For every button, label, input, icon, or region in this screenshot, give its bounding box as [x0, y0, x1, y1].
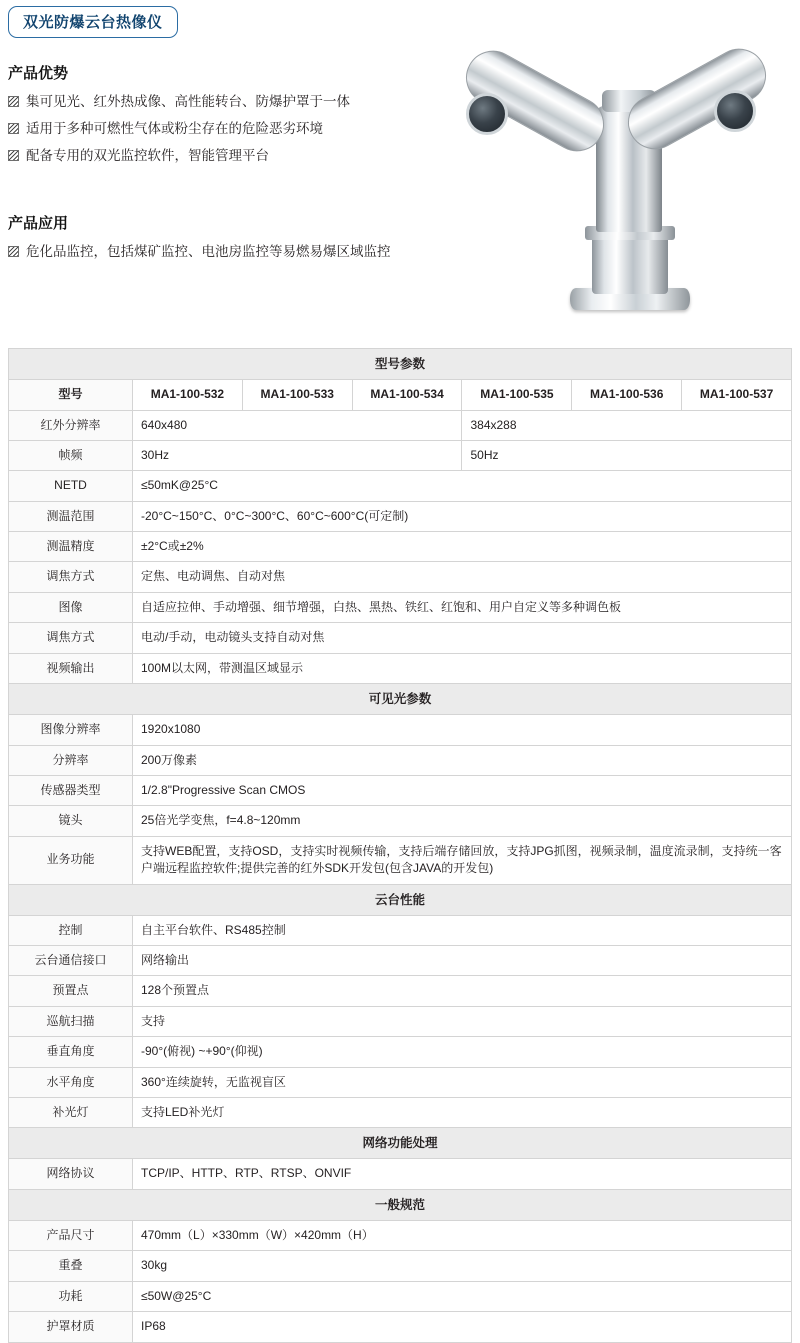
row-label: 传感器类型 — [9, 775, 133, 805]
row-label: 控制 — [9, 915, 133, 945]
bullet-square-icon — [8, 96, 19, 107]
table-group-header — [9, 884, 792, 915]
row-label: 巡航扫描 — [9, 1006, 133, 1036]
row-label: 产品尺寸 — [9, 1221, 133, 1251]
frame-rate-right: 50Hz — [462, 440, 792, 470]
row-label: 调焦方式 — [9, 623, 133, 653]
row-label: 图像 — [9, 592, 133, 622]
applications-section — [8, 212, 478, 269]
row-value: 支持 — [133, 1006, 792, 1036]
advantage-text: 配备专用的双光监控软件，智能管理平台 — [26, 147, 269, 163]
row-label: 水平角度 — [9, 1067, 133, 1097]
table-row — [9, 836, 792, 884]
model-cell-3: MA1-100-534 — [352, 380, 462, 410]
table-row — [9, 380, 792, 410]
ir-resolution-left: 640x480 — [133, 410, 462, 440]
row-label: 功耗 — [9, 1281, 133, 1311]
model-cell-1: MA1-100-532 — [133, 380, 243, 410]
table-row — [9, 915, 792, 945]
row-label-frame-rate: 帧频 — [9, 440, 133, 470]
bullet-square-icon — [8, 246, 19, 257]
model-cell-5: MA1-100-536 — [572, 380, 682, 410]
table-row — [9, 976, 792, 1006]
row-label: 垂直角度 — [9, 1037, 133, 1067]
list-item — [8, 242, 478, 263]
row-value: TCP/IP、HTTP、RTP、RTSP、ONVIF — [133, 1159, 792, 1189]
table-row — [9, 1067, 792, 1097]
row-value: 自适应拉伸、手动增强、细节增强，白热、黑热、铁红、红饱和、用户自定义等多种调色板 — [133, 592, 792, 622]
row-label: 业务功能 — [9, 836, 133, 884]
table-row — [9, 1312, 792, 1342]
row-label: 补光灯 — [9, 1097, 133, 1127]
group-label-network-params: 网络功能处理 — [9, 1128, 792, 1159]
row-label: 预置点 — [9, 976, 133, 1006]
table-row — [9, 440, 792, 470]
group-label-ptz-params: 云台性能 — [9, 884, 792, 915]
table-row — [9, 1221, 792, 1251]
table-row — [9, 471, 792, 501]
row-value: 100M以太网，带测温区域显示 — [133, 653, 792, 683]
table-row — [9, 715, 792, 745]
row-label: 云台通信接口 — [9, 946, 133, 976]
row-label: 重叠 — [9, 1251, 133, 1281]
group-label-visible-params: 可见光参数 — [9, 684, 792, 715]
table-row — [9, 1006, 792, 1036]
table-group-header — [9, 1189, 792, 1220]
row-label: 护罩材质 — [9, 1312, 133, 1342]
row-value: ±2°C或±2% — [133, 532, 792, 562]
row-value: ≤50W@25°C — [133, 1281, 792, 1311]
table-group-header — [9, 349, 792, 380]
applications-list — [8, 242, 478, 263]
row-value: -20°C~150°C、0°C~300°C、60°C~600°C(可定制) — [133, 501, 792, 531]
advantage-text: 集可见光、红外热成像、高性能转台、防爆护罩于一体 — [26, 94, 350, 109]
ir-resolution-right: 384x288 — [462, 410, 792, 440]
table-row — [9, 623, 792, 653]
spec-table-body — [9, 349, 792, 1343]
row-label: 图像分辨率 — [9, 715, 133, 745]
product-left-lens — [466, 93, 508, 135]
advantages-heading: 产品优势 — [8, 65, 69, 82]
product-neck — [592, 234, 668, 294]
page-title: 双光防爆云台热像仪 — [8, 6, 178, 38]
row-value: 支持LED补光灯 — [133, 1097, 792, 1127]
row-label: 镜头 — [9, 806, 133, 836]
table-row — [9, 946, 792, 976]
row-value: 自主平台软件、RS485控制 — [133, 915, 792, 945]
product-right-lens — [714, 90, 756, 132]
application-text: 危化品监控，包括煤矿监控、电池房监控等易燃易爆区域监控 — [26, 244, 391, 259]
row-value: ≤50mK@25°C — [133, 471, 792, 501]
table-group-header — [9, 1128, 792, 1159]
row-label: NETD — [9, 471, 133, 501]
advantages-list — [8, 92, 438, 167]
row-label: 分辨率 — [9, 745, 133, 775]
table-row — [9, 653, 792, 683]
row-label: 测温范围 — [9, 501, 133, 531]
row-value: 360°连续旋转，无监视盲区 — [133, 1067, 792, 1097]
row-label: 测温精度 — [9, 532, 133, 562]
table-row — [9, 1251, 792, 1281]
table-group-header — [9, 684, 792, 715]
model-cell-6: MA1-100-537 — [682, 380, 792, 410]
row-label-model: 型号 — [9, 380, 133, 410]
row-value: 定焦、电动调焦、自动对焦 — [133, 562, 792, 592]
table-row — [9, 532, 792, 562]
list-item — [8, 92, 438, 113]
table-row — [9, 745, 792, 775]
table-row — [9, 562, 792, 592]
row-value: 网络输出 — [133, 946, 792, 976]
table-row — [9, 1097, 792, 1127]
group-label-model-params: 型号参数 — [9, 349, 792, 380]
row-value: 200万像素 — [133, 745, 792, 775]
bullet-square-icon — [8, 123, 19, 134]
bullet-square-icon — [8, 150, 19, 161]
row-label-ir-resolution: 红外分辨率 — [9, 410, 133, 440]
specifications-table — [8, 348, 792, 1343]
row-label: 调焦方式 — [9, 562, 133, 592]
row-value: 1/2.8"Progressive Scan CMOS — [133, 775, 792, 805]
table-row — [9, 1281, 792, 1311]
row-value: 128个预置点 — [133, 976, 792, 1006]
table-row — [9, 775, 792, 805]
row-value: 30kg — [133, 1251, 792, 1281]
list-item — [8, 146, 438, 167]
group-label-general-params: 一般规范 — [9, 1189, 792, 1220]
table-row — [9, 806, 792, 836]
row-value: 电动/手动，电动镜头支持自动对焦 — [133, 623, 792, 653]
model-cell-2: MA1-100-533 — [242, 380, 352, 410]
table-row — [9, 592, 792, 622]
table-row — [9, 501, 792, 531]
table-row — [9, 410, 792, 440]
row-value: -90°(俯视) ~+90°(仰视) — [133, 1037, 792, 1067]
model-cell-4: MA1-100-535 — [462, 380, 572, 410]
row-value: 1920x1080 — [133, 715, 792, 745]
advantage-text: 适用于多种可燃性气体或粉尘存在的危险恶劣环境 — [26, 120, 323, 136]
table-row — [9, 1037, 792, 1067]
row-value: 支持WEB配置，支持OSD，支持实时视频传输，支持后端存储回放，支持JPG抓图，视频录制，温度流录制，支持统一客户端远程监控软件;提供完善的红外SDK开发包(包含JAVA的开发包) — [133, 836, 792, 884]
applications-heading: 产品应用 — [8, 215, 69, 232]
row-label: 视频输出 — [9, 653, 133, 683]
row-value: 470mm（L）×330mm（W）×420mm（H） — [133, 1221, 792, 1251]
product-image — [452, 20, 792, 330]
row-label: 网络协议 — [9, 1159, 133, 1189]
row-value: IP68 — [133, 1312, 792, 1342]
table-row — [9, 1159, 792, 1189]
row-value: 25倍光学变焦，f=4.8~120mm — [133, 806, 792, 836]
list-item — [8, 119, 438, 140]
frame-rate-left: 30Hz — [133, 440, 462, 470]
advantages-section — [8, 62, 438, 173]
